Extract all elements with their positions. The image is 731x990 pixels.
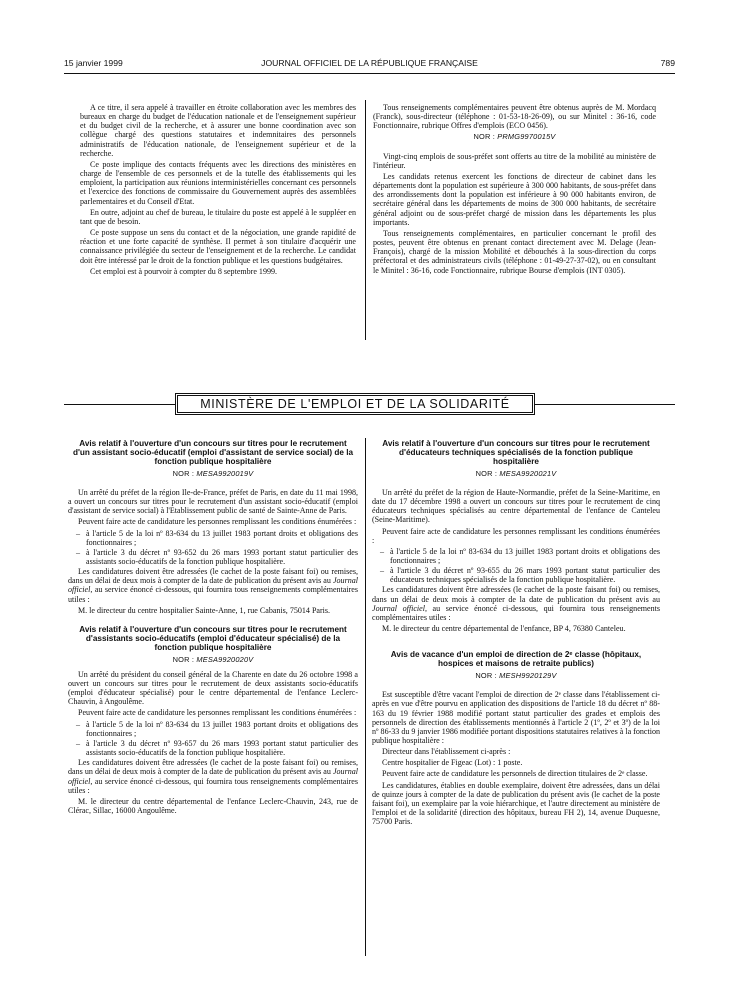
paragraph: Cet emploi est à pourvoir à compter du 8 septembre 1999. (90, 266, 278, 276)
paragraph: Vingt-cinq emplois de sous-préfet sont offerts au titre de la mobilité au ministère de l'intérieur. (373, 151, 656, 170)
paragraph: Les candidats retenus exercent les fonctions de directeur de cabinet dans les départements dont la population est supérieure à 300 000 habitants, de sous-préfet dans des arrondissements dont la population est inférieure à 90 000 habitants environ, de secrétaire général dans les départements de moins de 300 000 habitants, de secrétaire général adjoint ou de sous-préfet chargé de mission dans les départements les plus importants. (373, 171, 656, 227)
page-header (64, 58, 675, 72)
paragraph: Ce poste suppose un sens du contact et de la négociation, une grande rapidité de réaction et une forte capacité de synthèse. Il permet à son titulaire d'acquérir une connaissance privilégiée du secteur de l'enseignement et de la recherche. Le candidat doit être intéressé par le droit de la fonction publique et les questions budgétaires. (80, 228, 356, 265)
paragraph: Les candidatures doivent être adressées (le cachet de la poste faisant foi) ou remises, dans un délai de deux mois à compter de la date de publication du présent avis au Journal officiel, au service énoncé ci-dessous, qui fournira tous renseignements complémentaires utiles : (68, 758, 358, 795)
paragraph: Un arrêté du préfet de la région Ile-de-France, préfet de Paris, en date du 11 mai 1998, a ouvert un concours sur titres pour le recrutement d'un assistant socio-éducatif (emploi d'assistant de service social) à l'Etablissement public de santé de Sainte-Anne de Paris. (68, 487, 358, 516)
paragraph: Les candidatures, établies en double exemplaire, doivent être adressées, dans un délai de quinze jours à compter de la date de publication du présent avis (le cachet de la poste faisant foi), un exemplaire par la voie hiérarchique, et l'autre directement au ministère de l'emploi et de la solidarité (direction des hôpitaux, bureau FH 2), 14, avenue Duquesne, 75700 Paris. (372, 780, 660, 827)
nor-code: MESA9920019V (196, 468, 254, 478)
list-item: – à l'article 5 de la loi nº 83-634 du 13 juillet 1983 portant droits et obligations des fonctionnaires ; (76, 719, 358, 738)
column-divider (365, 438, 366, 956)
ministry-rule-left (64, 404, 175, 405)
list-item: – à l'article 3 du décret nº 93-655 du 26 mars 1993 portant statut particulier des éducateurs techniques spécialisés de la fonction publique hospitalière. (380, 566, 660, 585)
nor-reference: NOR : MESH9920129V (475, 671, 557, 681)
paragraph: Peuvent faire acte de candidature les personnes remplissant les conditions énumérées : (78, 517, 357, 527)
paragraph: Est susceptible d'être vacant l'emploi de direction de 2ᵉ classe dans l'établissement ci-après en vue d'être pourvu en application des dispositions de l'article 18 du décret nº 88-163 du 19 février 1988 modifié portant statut particulier des grades et emplois des personnels de direction des établissements mentionnés à l'article 2 (1º, 2º et 3º) de la loi nº 86-33 du 9 janvier 1986 modifiée portant dispositions statutaires relatives à la fonction publique hospitalière : (372, 690, 660, 745)
column-divider (365, 100, 366, 340)
bottom-left-column (68, 440, 358, 817)
notice-heading: Avis de vacance d'un emploi de direction de 2ᵉ classe (hôpitaux, hospices et maisons de retraite publics) (390, 650, 642, 669)
nor-reference: NOR : PRMG9970015V (473, 132, 556, 142)
paragraph: Peuvent faire acte de candidature les personnels de direction titulaires de 2ᵉ classe. (382, 769, 648, 779)
paragraph: Un arrêté du président du conseil général de la Charente en date du 26 octobre 1998 a ouvert un concours sur titres pour le recrutement de deux assistants socio-éducatifs (emploi d'éducateur spécialisé) pour le centre départemental de l'enfance Leclerc-Chauvin, à Angoulême. (68, 669, 358, 707)
nor-code: MESH9920129V (499, 671, 557, 681)
header-journal-title: JOURNAL OFFICIEL DE LA RÉPUBLIQUE FRANÇAISE (261, 58, 478, 68)
paragraph: Ce poste implique des contacts fréquents avec les directions des ministères en charge de l'ensemble de ces personnels et de la tutelle des établissements qui les emploient, la participation aux réunions interministérielles concernant ces personnels et l'exercice des fonctions de commissaire du Gouvernement auprès des assemblées parlementaires et du Conseil d'Etat. (80, 159, 356, 206)
paragraph: Tous renseignements complémentaires, en particulier concernant le profil des postes, peuvent être obtenus en prenant contact directement avec M. Delage (Jean-François), chargé de la mission Mobilité et débouchés à la sous-direction du corps préfectoral et des administrateurs civils (téléphone : 01-49-27-37-02), ou en consultant le Minitel : 36-16, code Fonctionnaire, rubrique Bourse d'emplois (INT 0305). (373, 228, 656, 275)
paragraph: En outre, adjoint au chef de bureau, le titulaire du poste est appelé à le suppléer en tant que de besoin. (80, 207, 356, 226)
nor-code: PRMG9970015V (497, 132, 556, 142)
paragraph: Les candidatures doivent être adressées (le cachet de la poste faisant foi) ou remises, dans un délai de deux mois à compter de la date de publication du présent avis au Journal officiel, au service énoncé ci-dessous, qui fournira tous renseignements complémentaires utiles : (372, 585, 660, 622)
ministry-title: MINISTÈRE DE L'EMPLOI ET DE LA SOLIDARITÉ (200, 397, 510, 411)
paragraph: A ce titre, il sera appelé à travailler en étroite collaboration avec les membres des bureaux en charge du budget de l'éducation nationale et de l'enseignement supérieur et du budget civil de la recherche, et à assurer une bonne coordination avec son collègue chargé des questions statutaires et indemnitaires des personnels administratifs de l'éducation nationale, de l'enseignement supérieur et de la recherche. (80, 103, 356, 158)
paragraph: Tous renseignements complémentaires peuvent être obtenus auprès de M. Mordacq (Franck), sous-directeur (téléphone : 01-53-18-26-09), ou sur Minitel : 36-16, code Fonctionnaire, rubrique Offres d'emplois (ECO 0456). (373, 103, 656, 131)
paragraph: Les candidatures doivent être adressées (le cachet de la poste faisant foi) ou remises, dans un délai de deux mois à compter de la date de publication du présent avis au Journal officiel, au service énoncé ci-dessous, qui fournira tous renseignements complémentaires utiles : (68, 567, 358, 604)
paragraph: M. le directeur du centre départemental de l'enfance, BP 4, 76380 Canteleu. (382, 624, 626, 634)
nor-reference: NOR : MESA9920020V (172, 654, 254, 664)
paragraph: Centre hospitalier de Figeac (Lot) : 1 poste. (382, 758, 523, 768)
list-item: – à l'article 3 du décret nº 93-657 du 26 mars 1993 portant statut particulier des assistants socio-éducatifs de la fonction publique hospitalière. (76, 738, 358, 758)
paragraph: Un arrêté du préfet de la région de Haute-Normandie, préfet de la Seine-Maritime, en date du 17 décembre 1998 a ouvert un concours sur titres pour le recrutement de cinq éducateurs techniques spécialisés au centre départemental de l'enfance de Canteleu (Seine-Maritime). (372, 487, 660, 525)
list-item: – à l'article 3 du décret nº 93-652 du 26 mars 1993 portant statut particulier des assistants socio-éducatifs de la fonction publique hospitalière. (76, 547, 358, 566)
paragraph: M. le directeur du centre hospitalier Sainte-Anne, 1, rue Cabanis, 75014 Paris. (78, 605, 331, 615)
nor-code: MESA9920020V (196, 654, 254, 664)
list-item: – à l'article 5 de la loi nº 83-634 du 13 juillet 1983 portant droits et obligations des fonctionnaires ; (380, 546, 660, 565)
top-right-column (373, 103, 656, 277)
header-page-number: 789 (660, 58, 675, 68)
header-date: 15 janvier 1999 (64, 58, 123, 68)
list-item: – à l'article 5 de la loi nº 83-634 du 13 juillet 1983 portant droits et obligations des fonctionnaires ; (76, 528, 358, 547)
nor-code: MESA9920021V (499, 468, 557, 478)
paragraph: Peuvent faire acte de candidature les personnes remplissant les conditions énumérées : (78, 708, 357, 718)
paragraph: Directeur dans l'établissement ci-après : (382, 747, 511, 757)
paragraph: M. le directeur du centre départemental de l'enfance Leclerc-Chauvin, 243, rue de Clérac, Sillac, 16000 Angoulême. (68, 796, 358, 815)
ministry-title-box (175, 393, 535, 415)
top-left-column (80, 103, 356, 278)
notice-heading: Avis relatif à l'ouverture d'un concours sur titres pour le recrutement d'éducateurs techniques spécialisés de la fonction publique hospitalière (382, 439, 650, 466)
nor-reference: NOR : MESA9920019V (172, 468, 254, 478)
bottom-right-column (372, 440, 660, 828)
nor-reference: NOR : MESA9920021V (475, 468, 557, 478)
paragraph: Peuvent faire acte de candidature les personnes remplissant les conditions énumérées : (372, 526, 660, 545)
notice-heading: Avis relatif à l'ouverture d'un concours sur titres pour le recrutement d'un assistant socio-éducatif (emploi d'assistant de service social) de la fonction publique hospitalière (72, 439, 354, 466)
notice-heading: Avis relatif à l'ouverture d'un concours sur titres pour le recrutement d'assistants socio-éducatifs (emploi d'éducateur spécialisé) de la fonction publique hospitalière (79, 624, 347, 652)
ministry-rule-right (535, 404, 675, 405)
header-rule (64, 73, 675, 74)
